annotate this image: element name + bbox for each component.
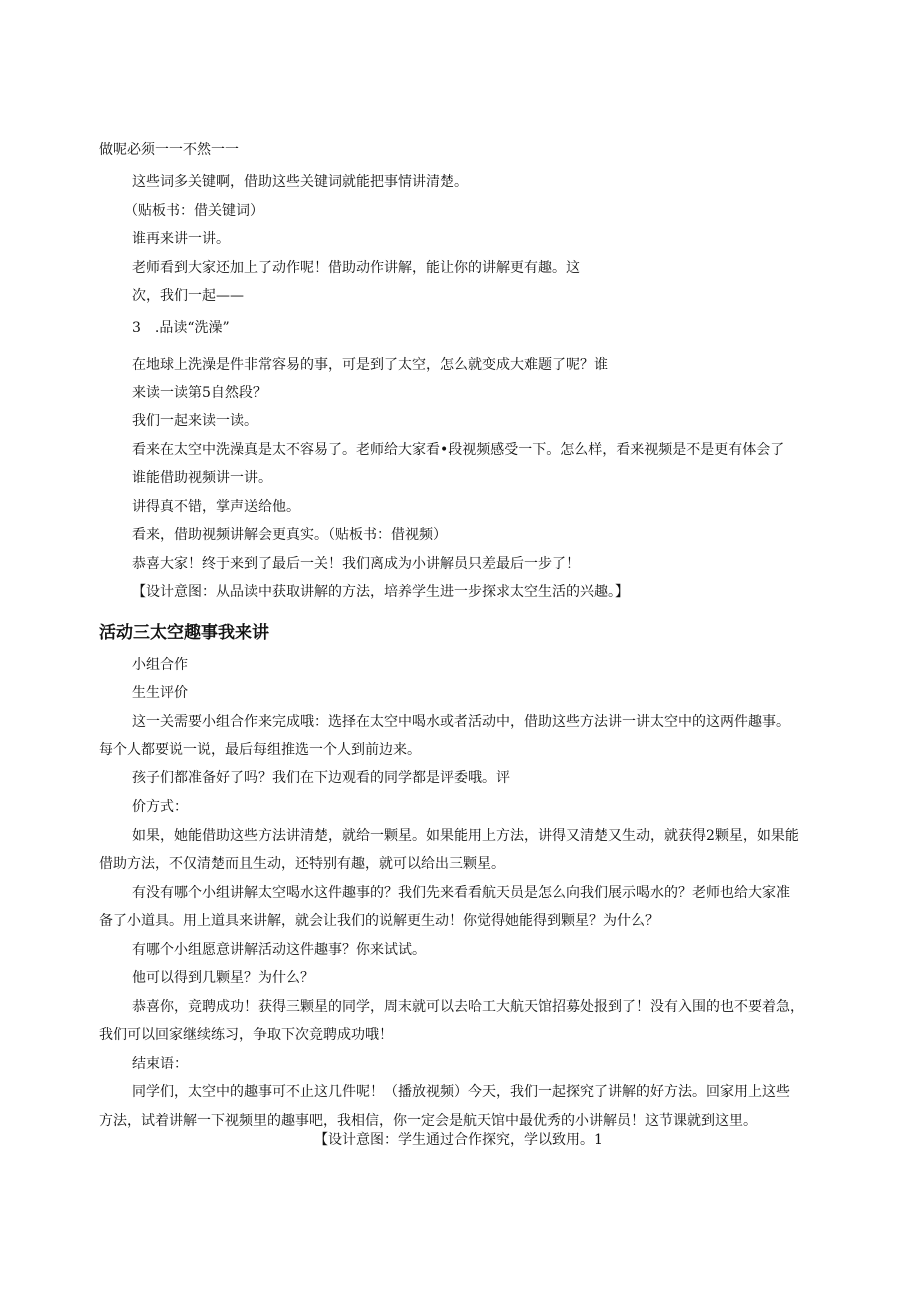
text-line: 恭喜你，竞聘成功！获得三颗星的同学，周末就可以去哈工大航天馆招募处报到了！没有入围的也不要着急， xyxy=(132,999,804,1015)
text-line: 有哪个小组愿意讲解活动这件趣事？你来试试。 xyxy=(132,942,426,958)
text-line: 我们可以回家继续练习，争取下次竞聘成功哦！ xyxy=(99,1027,393,1043)
text-line: 谁再来讲一讲。 xyxy=(132,231,230,247)
text-line: 价方式： xyxy=(132,799,188,815)
text-line: 生生评价 xyxy=(132,685,188,701)
text-line: 看来，借助视频讲解会更真实。（贴板书：借视频） xyxy=(132,527,447,543)
text-line: 有没有哪个小组讲解太空喝水这件趣事的？我们先来看看航天员是怎么向我们展示喝水的？老师也给大家准 xyxy=(132,885,790,901)
text-line: 在地球上洗澡是件非常容易的事，可是到了太空，怎么就变成大难题了呢？谁 xyxy=(132,357,608,373)
text-line: 小组合作 xyxy=(132,657,188,673)
design-intent-note: 【设计意图：学生通过合作探究，学以致用。1 xyxy=(314,1132,603,1148)
text-line: 谁能借助视频讲一讲。 xyxy=(132,470,272,486)
text-line: 孩子们都准备好了吗？我们在下边观看的同学都是评委哦。评 xyxy=(132,770,510,786)
text-line: 同学们，太空中的趣事可不止这几件呢！（播放视频）今天，我们一起探究了讲解的好方法。回家用上这些 xyxy=(132,1084,790,1100)
text-line: 来读一读第5自然段？ xyxy=(132,385,267,401)
section-heading: 活动三太空趣事我来讲 xyxy=(99,623,269,643)
text-line: 结束语： xyxy=(132,1056,188,1072)
text-line: 这一关需要小组合作来完成哦：选择在太空中喝水或者活动中，借助这些方法讲一讲太空中的这两件趣事。 xyxy=(132,714,790,730)
text-line: 这些词多关键啊，借助这些关键词就能把事情讲清楚。 xyxy=(132,174,468,190)
design-intent-note: 【设计意图：从品读中获取讲解的方法，培养学生进一步探求太空生活的兴趣。】 xyxy=(132,584,629,600)
text-line: 如果，她能借助这些方法讲清楚，就给一颗星。如果能用上方法，讲得又清楚又生动，就获得2颗星，如果能 xyxy=(132,828,799,844)
text-line: 老师看到大家还加上了动作呢！借助动作讲解，能让你的讲解更有趣。这 xyxy=(132,260,580,276)
section-subtitle: 3 .品读“洗澡” xyxy=(132,320,230,336)
text-line: 恭喜大家！终于来到了最后一关！我们离成为小讲解员只差最后一步了！ xyxy=(132,556,580,572)
text-line: 每个人都要说一说，最后每组推选一个人到前边来。 xyxy=(99,742,421,758)
text-line: 看来在太空中洗澡真是太不容易了。老师给大家看•段视频感受一下。怎么样，看来视频是不是更有体会了 xyxy=(132,442,785,458)
text-line: 借助方法，不仅清楚而且生动，还特别有趣，就可以给出三颗星。 xyxy=(99,856,505,872)
text-line: 方法，试着讲解一下视频里的趣事吧，我相信，你一定会是航天馆中最优秀的小讲解员！这节课就到这里。 xyxy=(99,1113,757,1129)
text-line: （贴板书：借关键词） xyxy=(124,203,264,219)
text-line: 他可以得到几颗星？为什么？ xyxy=(132,970,314,986)
text-line: 我们一起来读一读。 xyxy=(132,413,258,429)
text-line: 次，我们一起—— xyxy=(132,288,244,304)
text-line: 做呢必须一一不然一一 xyxy=(99,142,239,158)
text-line: 备了小道具。用上道具来讲解，就会让我们的说解更生动！你觉得她能得到颗星？为什么？ xyxy=(99,913,659,929)
text-line: 讲得真不错，掌声送给他。 xyxy=(132,499,300,515)
